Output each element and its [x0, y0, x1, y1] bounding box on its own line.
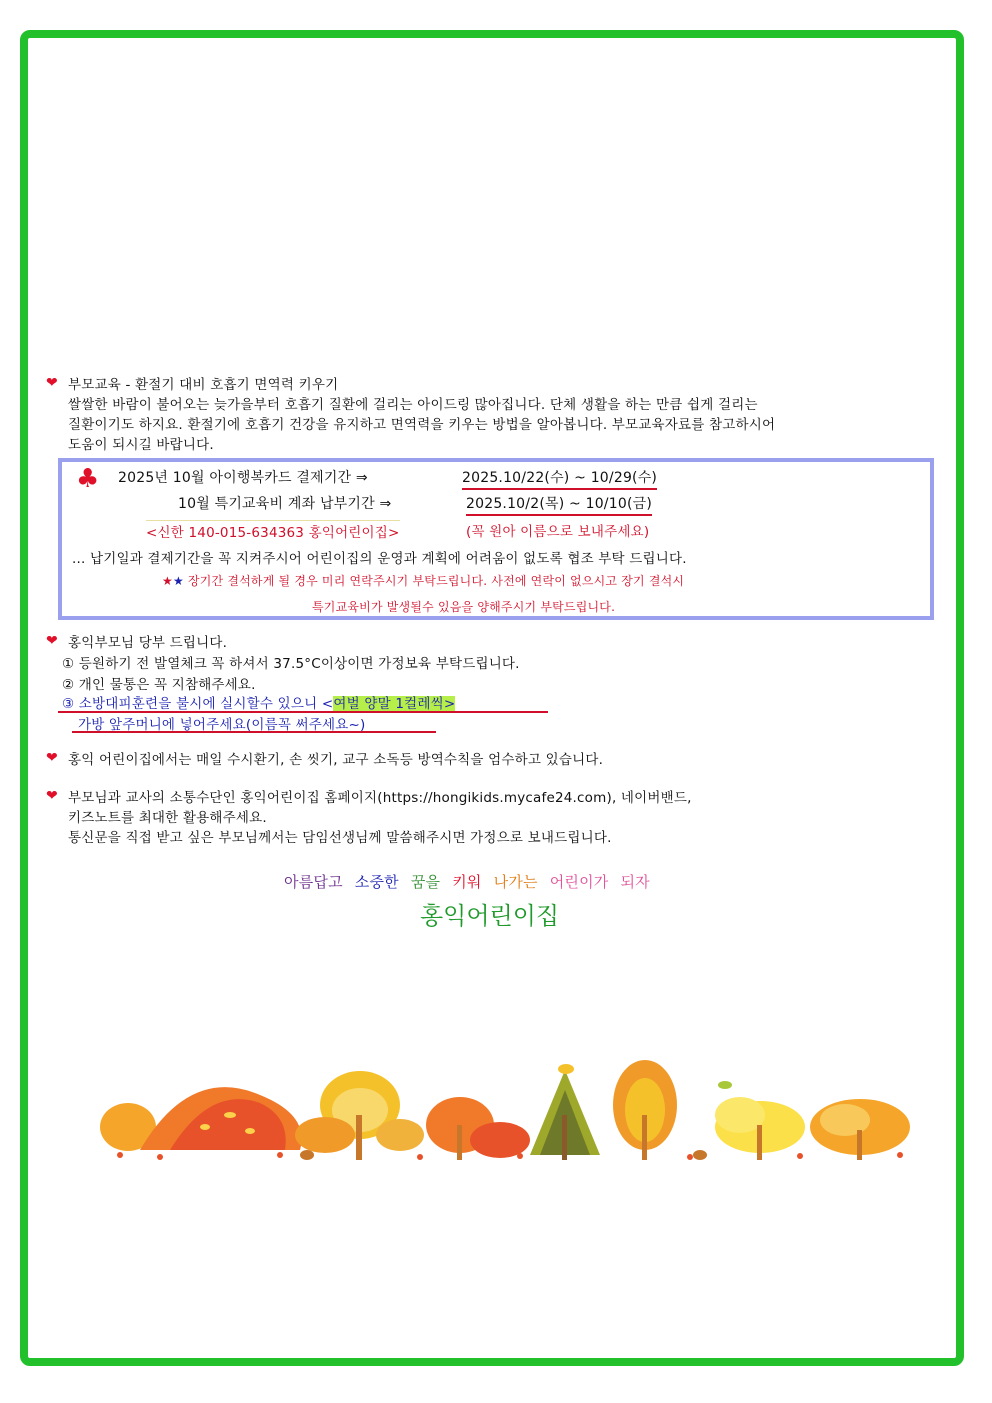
- heart-icon: ❤: [46, 750, 58, 766]
- request-item-fire-drill: ③ 소방대피훈련을 불시에 실시할수 있으니 <여벌 양말 1컬레씩>: [62, 696, 456, 712]
- parent-education-text-1: 쌀쌀한 바람이 불어오는 늦가을부터 호흡기 질환에 걸리는 아이드링 많아집니다. 단체 생활을 하는 만큼 쉽게 걸리는: [68, 397, 758, 413]
- card-payment-period: 2025.10/22(수) ~ 10/29(수): [462, 467, 657, 490]
- communication-line-1: 부모님과 교사의 소통수단인 홍익어린이집 홈페이지(https://hongikids.mycafe24.com), 네이버밴드,: [68, 790, 692, 806]
- communication-line-3: 통신문을 직접 받고 싶은 부모님께서는 담임선생님께 말씀해주시면 가정으로 보내드립니다.: [68, 830, 612, 846]
- warning-line-2: 특기교육비가 발생될수 있음을 양해주시기 부탁드립니다.: [312, 600, 616, 614]
- tuition-payment-period: 2025.10/2(목) ~ 10/10(금): [466, 493, 652, 516]
- tree-tall-orange: [613, 1060, 677, 1160]
- tree-yellow-cloud: [715, 1081, 805, 1160]
- tree-pine: [530, 1064, 600, 1160]
- communication-line-2: 키즈노트를 최대한 활용해주세요.: [68, 810, 267, 826]
- tree-right: [810, 1099, 910, 1160]
- bird-icon: [558, 1064, 574, 1074]
- tree-orange: [426, 1097, 530, 1160]
- warning-line-1: ★★ 장기간 결석하게 될 경우 미리 연락주시기 부탁드립니다. 사전에 연락이 없으시고 장기 결석시: [162, 574, 685, 588]
- bank-account: <신한 140-015-634363 홍익어린이집>: [146, 520, 400, 541]
- star-icon: ★★: [162, 574, 184, 588]
- tuition-payment-label: 10월 특기교육비 계좌 납부기간 ⇒: [178, 496, 392, 512]
- parent-education-heading: 부모교육 - 환절기 대비 호흡기 면역력 키우기: [68, 377, 339, 393]
- slogan: 아름답고 소중한 꿈을 키워 나가는 어린이가 되자: [284, 873, 650, 891]
- payment-request: ... 납기일과 결제기간을 꼭 지켜주시어 어린이집의 운영과 계획에 어려움이 없도록 협조 부탁 드립니다.: [72, 551, 687, 567]
- autumn-forest-illustration: [100, 1055, 915, 1165]
- request-item-bottle: ② 개인 물통은 꼭 지참해주세요.: [62, 677, 256, 693]
- heart-icon: ❤: [46, 633, 58, 649]
- red-underline: [72, 731, 436, 733]
- parent-education-text-3: 도움이 되시길 바랍니다.: [68, 437, 214, 453]
- request-item-fire-drill-cont: 가방 앞주머니에 넣어주세요(이름꼭 써주세요~): [78, 717, 366, 733]
- heart-icon: ❤: [46, 788, 58, 804]
- heart-icon: ❤: [46, 375, 58, 391]
- card-payment-label: 2025년 10월 아이행복카드 결제기간 ⇒: [118, 470, 368, 486]
- daycare-name: 홍익어린이집: [420, 902, 560, 930]
- account-note: (꼭 원아 이름으로 보내주세요): [466, 524, 650, 540]
- club-icon: ♣: [76, 464, 100, 494]
- tree-yellow-round: [295, 1071, 424, 1160]
- parent-education-text-2: 질환이기도 하지요. 환절기에 호흡기 건강을 유지하고 면역력을 키우는 방법을 알아봅니다. 부모교육자료를 참고하시어: [68, 417, 776, 433]
- tree-hill-left: [100, 1087, 302, 1151]
- request-item-fever: ① 등원하기 전 발열체크 꼭 하셔서 37.5°C이상이면 가정보육 부탁드립니다.: [62, 656, 520, 672]
- bird-icon: [718, 1081, 732, 1089]
- hygiene-notice: 홍익 어린이집에서는 매일 수시환기, 손 씻기, 교구 소독등 방역수칙을 엄수하고 있습니다.: [68, 752, 604, 768]
- request-heading: 홍익부모님 당부 드립니다.: [68, 635, 228, 651]
